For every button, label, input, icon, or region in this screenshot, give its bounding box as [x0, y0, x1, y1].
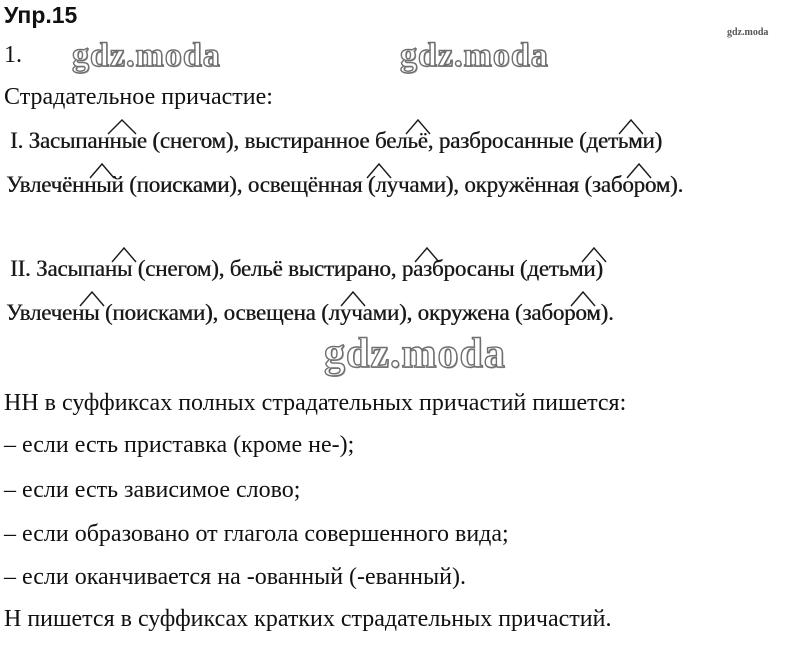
rule-item: – если есть приставка (кроме не-);	[4, 432, 355, 458]
rule-item: – если есть зависимое слово;	[4, 477, 301, 503]
watermark: gdz.moda	[72, 37, 221, 74]
rule-conclusion: Н пишется в суффиксах кратких страдательных причастий.	[4, 606, 612, 632]
handwritten-row-short-2: Увлечены (поисками), освещена (лучами), окружена (забором).	[6, 300, 614, 325]
task-heading: Страдательное причастие:	[4, 84, 273, 110]
handwritten-row-full-2: Увлечённый (поисками), освещённая (лучами), окружённая (забором).	[6, 172, 684, 197]
exercise-title: Упр.15	[4, 2, 78, 28]
watermark: gdz.moda	[400, 37, 549, 74]
handwritten-row-full-1: I. Засыпанные (снегом), выстиранное бельё, разбросанные (детьми)	[10, 128, 662, 153]
watermark: gdz.moda	[324, 331, 506, 377]
handwritten-row-short-1: II. Засыпаны (снегом), бельё выстирано, разбросаны (детьми)	[10, 256, 603, 281]
watermark-small: gdz.moda	[727, 27, 769, 38]
rule-item: – если оканчивается на -ованный (-еванный).	[4, 564, 466, 590]
rule-item: – если образовано от глагола совершенного вида;	[4, 521, 509, 547]
task-number: 1.	[4, 42, 22, 68]
rule-heading: НН в суффиксах полных страдательных причастий пишется:	[4, 390, 627, 416]
